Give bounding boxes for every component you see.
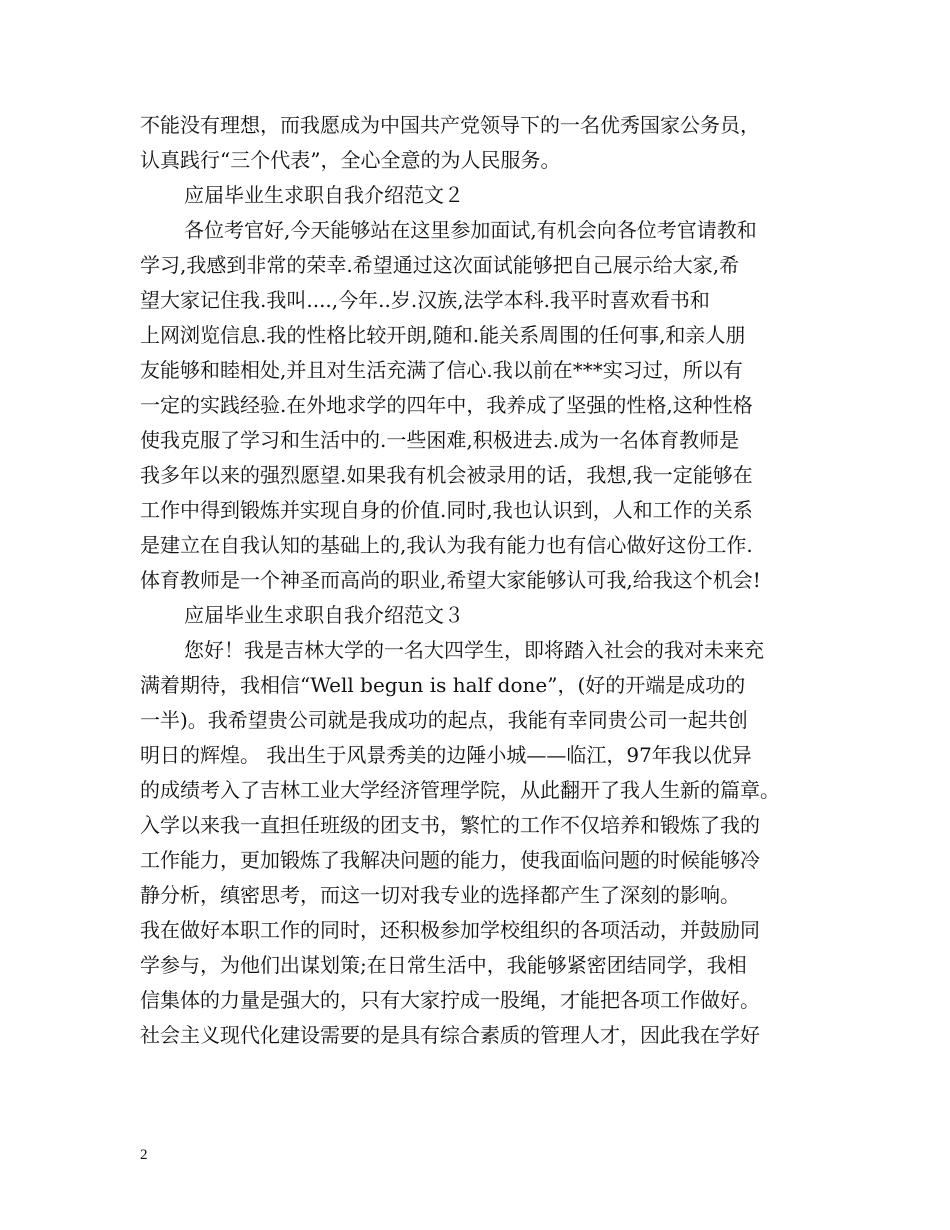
text-line: 满着期待，我相信“Well begun is half done”，(好的开端是成功的 [140,673,746,697]
text-line: 入学以来我一直担任班级的团支书，繁忙的工作不仅培养和锻炼了我的 [140,813,760,837]
text-line: 应届毕业生求职自我介绍范文２ [184,183,464,207]
text-line: 工作中得到锻炼并实现自身的价值.同时,我也认识到，人和工作的关系 [140,498,753,522]
text-line: 望大家记住我.我叫....,今年..岁.汉族,法学本科.我平时喜欢看书和 [140,288,710,312]
text-line: 我多年以来的强烈愿望.如果我有机会被录用的话，我想,我一定能够在 [140,463,753,487]
body-text [140,108,830,1053]
text-line: 信集体的力量是强大的，只有大家拧成一股绳，才能把各项工作做好。 [140,988,760,1012]
text-line: 友能够和睦相处,并且对生活充满了信心.我以前在***实习过，所以有 [140,358,743,382]
page-number: 2 [140,1147,148,1163]
text-line: 您好！我是吉林大学的一名大四学生，即将踏入社会的我对未来充 [184,638,764,662]
text-line: 明日的辉煌。 我出生于风景秀美的边陲小城——临江，97年我以优异 [140,743,752,767]
text-line: 静分析，缜密思考，而这一切对我专业的选择都产生了深刻的影响。 [140,883,740,907]
text-line: 社会主义现代化建设需要的是具有综合素质的管理人才，因此我在学好 [140,1023,760,1047]
text-line: 应届毕业生求职自我介绍范文３ [184,603,464,627]
text-line: 认真践行“三个代表”，全心全意的为人民服务。 [140,148,561,172]
text-line: 各位考官好,今天能够站在这里参加面试,有机会向各位考官请教和 [184,218,757,242]
text-line: 的成绩考入了吉林工业大学经济管理学院，从此翻开了我人生新的篇章。 [140,778,780,802]
text-line: 体育教师是一个神圣而高尚的职业,希望大家能够认可我,给我这个机会! [140,568,761,592]
text-line: 工作能力，更加锻炼了我解决问题的能力，使我面临问题的时候能够冷 [140,848,760,872]
text-line: 不能没有理想，而我愿成为中国共产党领导下的一名优秀国家公务员， [140,113,760,137]
text-line: 使我克服了学习和生活中的.一些困难,积极进去.成为一名体育教师是 [140,428,740,452]
text-line: 学习,我感到非常的荣幸.希望通过这次面试能够把自己展示给大家,希 [140,253,740,277]
text-line: 上网浏览信息.我的性格比较开朗,随和.能关系周围的任何事,和亲人朋 [140,323,746,347]
text-line: 我在做好本职工作的同时，还积极参加学校组织的各项活动，并鼓励同 [140,918,760,942]
text-line: 一半)。我希望贵公司就是我成功的起点，我能有幸同贵公司一起共创 [140,708,748,732]
text-line: 一定的实践经验.在外地求学的四年中，我养成了坚强的性格,这种性格 [140,393,753,417]
text-line: 是建立在自我认知的基础上的,我认为我有能力也有信心做好这份工作. [140,533,753,557]
text-line: 学参与，为他们出谋划策;在日常生活中，我能够紧密团结同学，我相 [140,953,747,977]
